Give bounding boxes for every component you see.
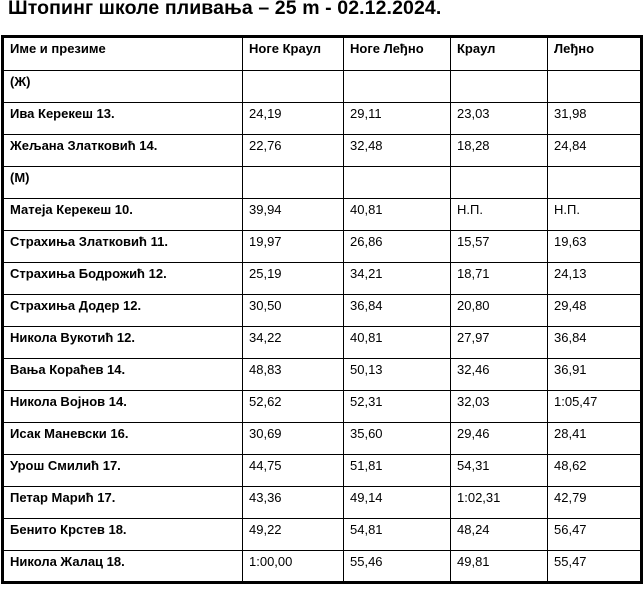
cell-kick-freestyle: 1:00,00 [243, 551, 344, 583]
cell-kick-freestyle: 30,69 [243, 423, 344, 455]
table-row [3, 391, 642, 423]
header-name: Име и презиме [3, 37, 243, 71]
table-row [3, 423, 642, 455]
cell-kick-freestyle: 49,22 [243, 519, 344, 551]
cell-freestyle: Н.П. [451, 199, 548, 231]
cell-backstroke: Н.П. [548, 199, 642, 231]
cell-name: Бенито Крстев 18. [3, 519, 243, 551]
table-row [3, 551, 642, 583]
cell-freestyle: 27,97 [451, 327, 548, 359]
cell-backstroke: 31,98 [548, 103, 642, 135]
table-row [3, 455, 642, 487]
cell-name: Урош Смилић 17. [3, 455, 243, 487]
cell-kick-backstroke: 54,81 [344, 519, 451, 551]
cell-kick-backstroke: 32,48 [344, 135, 451, 167]
cell-kick-backstroke: 34,21 [344, 263, 451, 295]
cell-kick-freestyle: 34,22 [243, 327, 344, 359]
cell-name: (М) [3, 167, 243, 199]
cell-kick-backstroke: 55,46 [344, 551, 451, 583]
cell-backstroke: 1:05,47 [548, 391, 642, 423]
group-header-row [3, 167, 642, 199]
cell-backstroke: 29,48 [548, 295, 642, 327]
cell-name: Страхиња Златковић 11. [3, 231, 243, 263]
cell-freestyle: 49,81 [451, 551, 548, 583]
cell-kick-backstroke: 51,81 [344, 455, 451, 487]
cell-kick-backstroke: 50,13 [344, 359, 451, 391]
header-kick-backstroke: Ноге Леђно [344, 37, 451, 71]
cell-name: Ива Керекеш 13. [3, 103, 243, 135]
header-kick-freestyle: Ноге Краул [243, 37, 344, 71]
cell-freestyle: 23,03 [451, 103, 548, 135]
cell-kick-freestyle: 19,97 [243, 231, 344, 263]
cell-freestyle: 15,57 [451, 231, 548, 263]
cell-kick-backstroke: 49,14 [344, 487, 451, 519]
cell-name: Матеја Керекеш 10. [3, 199, 243, 231]
cell-freestyle: 1:02,31 [451, 487, 548, 519]
cell-freestyle: 18,71 [451, 263, 548, 295]
cell-backstroke: 24,84 [548, 135, 642, 167]
results-table [1, 35, 643, 584]
cell-freestyle: 32,03 [451, 391, 548, 423]
cell-backstroke: 36,84 [548, 327, 642, 359]
cell-kick-freestyle [243, 167, 344, 199]
cell-name: Страхиња Бодрожић 12. [3, 263, 243, 295]
cell-freestyle [451, 71, 548, 103]
cell-freestyle: 32,46 [451, 359, 548, 391]
cell-freestyle: 54,31 [451, 455, 548, 487]
cell-name: Никола Жалац 18. [3, 551, 243, 583]
cell-freestyle: 29,46 [451, 423, 548, 455]
header-backstroke: Леђно [548, 37, 642, 71]
group-header-row [3, 71, 642, 103]
cell-kick-backstroke [344, 167, 451, 199]
cell-name: Жељана Златковић 14. [3, 135, 243, 167]
table-row [3, 359, 642, 391]
table-header-row [3, 37, 642, 71]
cell-backstroke: 36,91 [548, 359, 642, 391]
cell-freestyle: 48,24 [451, 519, 548, 551]
cell-kick-backstroke: 40,81 [344, 327, 451, 359]
cell-backstroke [548, 167, 642, 199]
cell-backstroke: 42,79 [548, 487, 642, 519]
cell-kick-backstroke: 26,86 [344, 231, 451, 263]
cell-backstroke: 24,13 [548, 263, 642, 295]
cell-kick-freestyle: 44,75 [243, 455, 344, 487]
cell-kick-backstroke: 29,11 [344, 103, 451, 135]
cell-name: Петар Марић 17. [3, 487, 243, 519]
cell-backstroke: 28,41 [548, 423, 642, 455]
cell-freestyle [451, 167, 548, 199]
cell-kick-freestyle: 25,19 [243, 263, 344, 295]
cell-backstroke: 19,63 [548, 231, 642, 263]
table-row [3, 327, 642, 359]
table-row [3, 487, 642, 519]
cell-kick-backstroke: 36,84 [344, 295, 451, 327]
table-row [3, 135, 642, 167]
page-title: Штопинг школе пливања – 25 m - 02.12.2024. [8, 0, 442, 19]
header-freestyle: Краул [451, 37, 548, 71]
cell-kick-freestyle: 39,94 [243, 199, 344, 231]
cell-name: Никола Војнов 14. [3, 391, 243, 423]
cell-kick-freestyle: 22,76 [243, 135, 344, 167]
cell-kick-freestyle: 24,19 [243, 103, 344, 135]
cell-name: (Ж) [3, 71, 243, 103]
cell-kick-backstroke [344, 71, 451, 103]
table-row [3, 199, 642, 231]
cell-name: Страхиња Додер 12. [3, 295, 243, 327]
table-row [3, 295, 642, 327]
cell-name: Никола Вукотић 12. [3, 327, 243, 359]
cell-kick-backstroke: 52,31 [344, 391, 451, 423]
cell-kick-freestyle: 43,36 [243, 487, 344, 519]
cell-kick-backstroke: 35,60 [344, 423, 451, 455]
table-row [3, 103, 642, 135]
cell-backstroke [548, 71, 642, 103]
table-row [3, 519, 642, 551]
cell-freestyle: 20,80 [451, 295, 548, 327]
cell-backstroke: 55,47 [548, 551, 642, 583]
cell-kick-freestyle: 30,50 [243, 295, 344, 327]
table-row [3, 263, 642, 295]
cell-backstroke: 48,62 [548, 455, 642, 487]
cell-kick-freestyle [243, 71, 344, 103]
cell-name: Вања Кораћев 14. [3, 359, 243, 391]
cell-kick-freestyle: 52,62 [243, 391, 344, 423]
cell-kick-backstroke: 40,81 [344, 199, 451, 231]
cell-name: Исак Маневски 16. [3, 423, 243, 455]
cell-backstroke: 56,47 [548, 519, 642, 551]
table-row [3, 231, 642, 263]
cell-kick-freestyle: 48,83 [243, 359, 344, 391]
cell-freestyle: 18,28 [451, 135, 548, 167]
